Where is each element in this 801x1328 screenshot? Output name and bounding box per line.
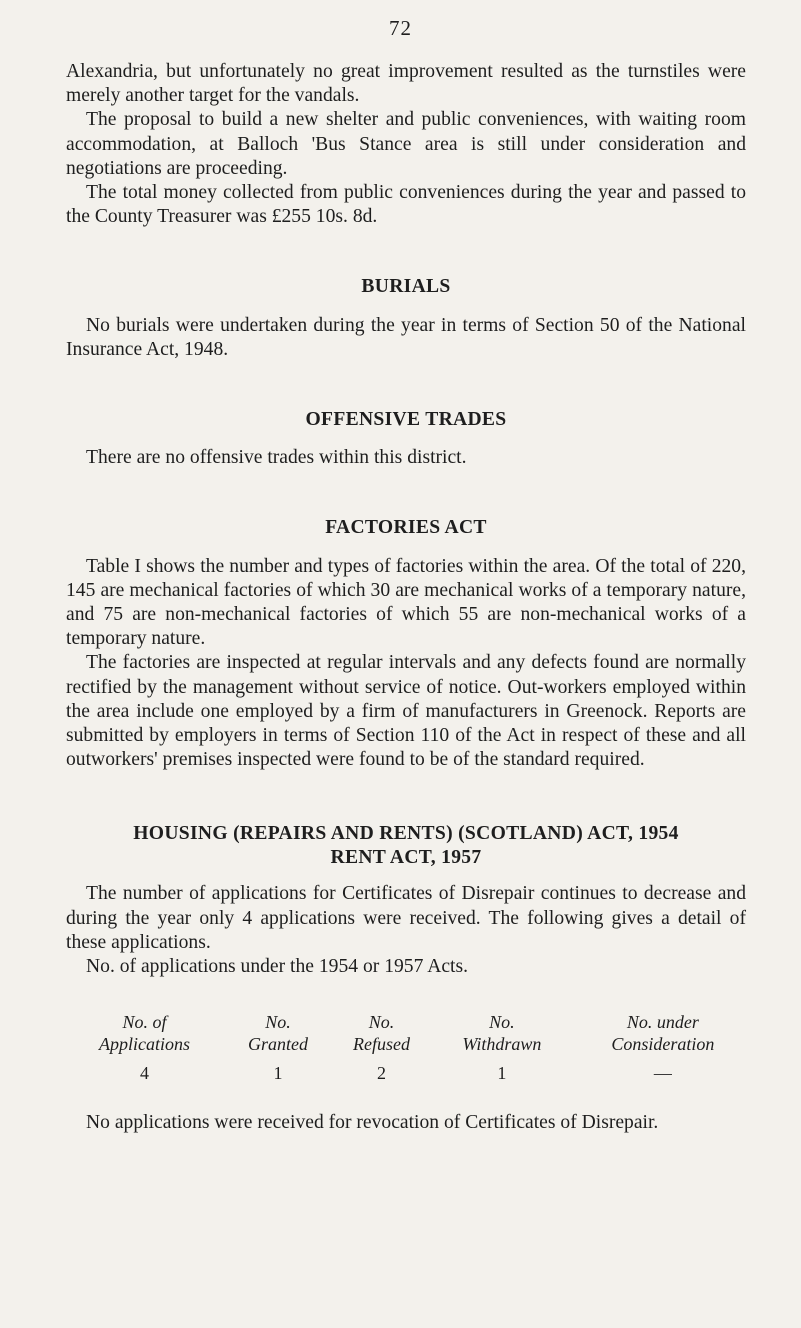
factories-act-heading: FACTORIES ACT [325,517,487,539]
table-row [64,1055,754,1085]
offensive-trades-heading: OFFENSIVE TRADES [305,409,507,431]
table-cell: 1 [273,1063,283,1084]
burials-heading: BURIALS [361,276,451,298]
table-cell: — [653,1063,672,1084]
table-header-cell: No. Granted [248,1012,309,1055]
page-number: 72 [389,16,412,40]
table-cell: 1 [497,1063,507,1084]
factories-paragraph: Table I shows the number and types of factories within the area. Of the total of 220, 145 are mechanical factories of which 30 are mechanical works of a temporary nature, and 75 are non-mechanical factories of which 55 are non-mechanical works of a temporary nature. [66,555,746,650]
offensive-trades-text: There are no offensive trades within this district. [86,447,467,469]
factories-paragraph: The factories are inspected at regular intervals and any defects found are normally rectified by the management without service of notice. Out-workers employed within the area include one employed by a firm of manufacturers in Greenock. Reports are submitted by employers in terms of Section 110 of the Act in respect of these and all outworkers' premises inspected were found to be of the standard required. [66,652,746,771]
burials-text: No burials were undertaken during the year in terms of Section 50 of the National Insurance Act, 1948. [66,314,746,360]
page-content [66,60,746,1136]
table-header-cell: No. Withdrawn [462,1012,542,1055]
applications-table [64,1011,754,1085]
housing-heading-line1: HOUSING (REPAIRS AND RENTS) (SCOTLAND) ACT, 1954 [133,823,679,845]
housing-heading-line2: RENT ACT, 1957 [330,847,482,869]
closing-paragraph: No applications were received for revocation of Certificates of Disrepair. [86,1112,659,1134]
housing-paragraph: No. of applications under the 1954 or 1957 Acts. [86,956,469,978]
table-header-cell: No. of Applications [98,1012,190,1055]
housing-heading [66,822,746,870]
table-cell: 2 [377,1063,387,1084]
intro-paragraph: Alexandria, but unfortunately no great improvement resulted as the turnstiles were merely another target for the vandals. [66,61,746,107]
intro-paragraph: The proposal to build a new shelter and public conveniences, with waiting room accommodation, at Balloch 'Bus Stance area is still under consideration and negotiations are proceeding. [66,109,746,179]
housing-paragraph: The number of applications for Certificates of Disrepair continues to decrease and during the year only 4 applications were received. The following gives a detail of these applications. [66,883,746,953]
table-header-cell: No. Refused [353,1012,411,1055]
intro-paragraph: The total money collected from public conveniences during the year and passed to the County Treasurer was £255 10s. 8d. [66,182,746,228]
table-header-row [64,1011,754,1055]
table-header-cell: No. under Consideration [611,1012,715,1055]
table-cell: 4 [139,1063,149,1084]
